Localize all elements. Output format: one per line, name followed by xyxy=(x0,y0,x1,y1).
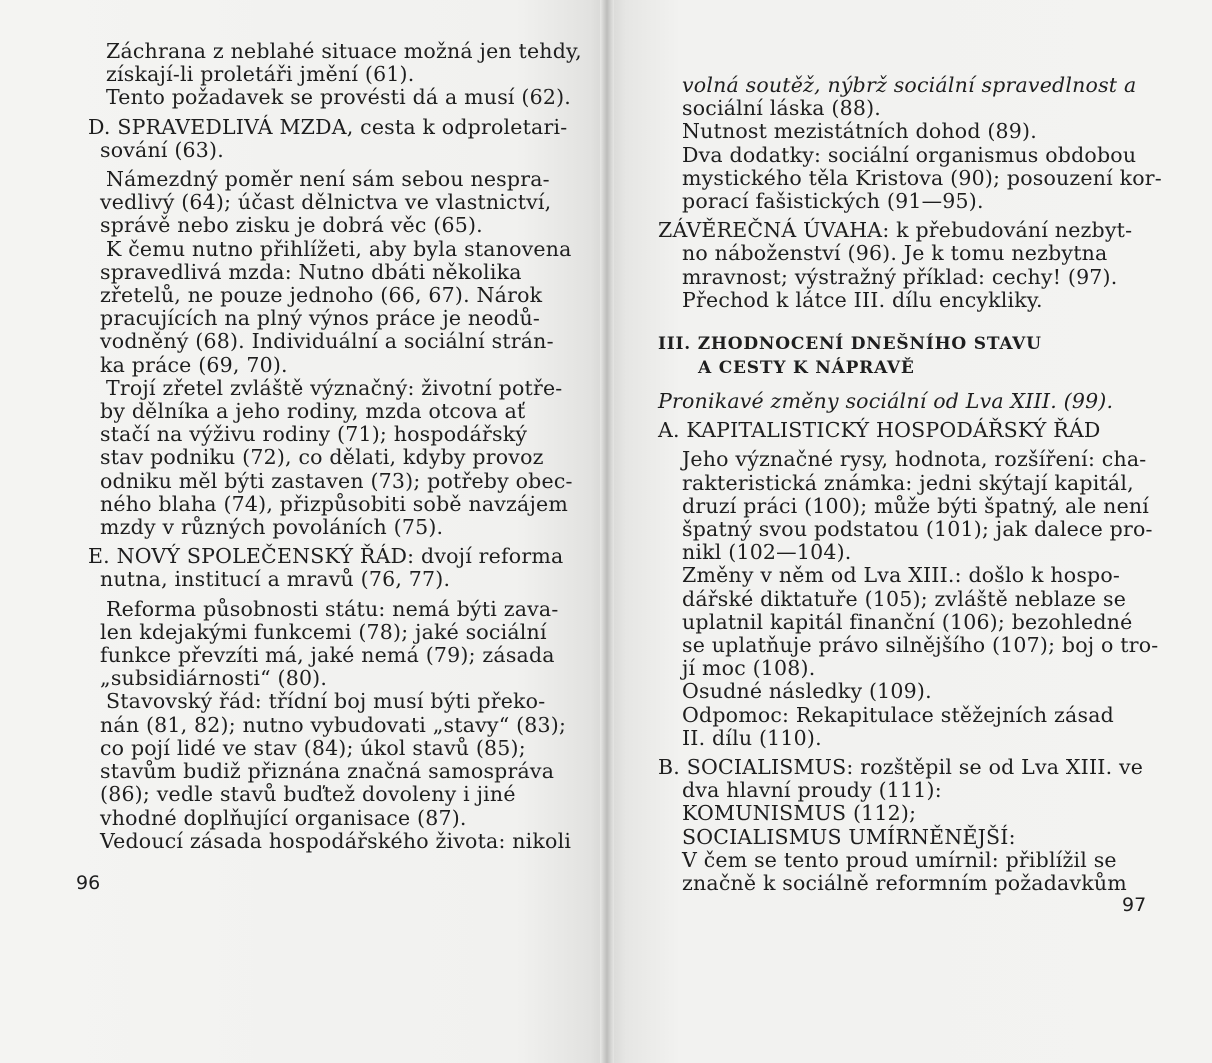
section-heading-d: D. SPRAVEDLIVÁ MZDA, cesta k odproletari- xyxy=(88,114,568,139)
text-line: mystického těla Kristova (90); posouzení kor- xyxy=(682,165,1162,190)
text-line: „subsidiárnosti“ (80). xyxy=(100,666,328,691)
text-line: nutna, institucí a mravů (76, 77). xyxy=(100,567,451,592)
text-line: sociální láska (88). xyxy=(682,96,882,121)
page-number-right: 97 xyxy=(1122,894,1147,916)
text-line: ného blaha (74), přizpůsobiti sobě navzájem xyxy=(100,491,568,516)
text-line: stačí na výživu rodiny (71); hospodářský xyxy=(100,422,528,447)
text-line: Reforma působnosti státu: nemá býti zava- xyxy=(106,596,559,621)
text-line: rakteristická známka: jedni skýtají kapitál, xyxy=(682,470,1134,495)
text-line: se uplatňuje právo silnějšího (107); boj o tro- xyxy=(682,633,1159,658)
text-line: stav podniku (72), co dělati, kdyby provoz xyxy=(100,445,544,470)
text-line: dva hlavní proudy (111): xyxy=(682,778,942,803)
text-line: Vedoucí zásada hospodářského života: nikoli xyxy=(100,828,572,853)
text-line: jí moc (108). xyxy=(682,656,816,681)
text-line: Nutnost mezistátních dohod (89). xyxy=(682,119,1037,144)
book-gutter xyxy=(600,0,614,1063)
text-line: Osudné následky (109). xyxy=(682,679,932,704)
text-line: co pojí lidé ve stav (84); úkol stavů (85); xyxy=(100,735,526,760)
text-line: správě nebo zisku je dobrá věc (65). xyxy=(100,213,483,238)
text-line: ka práce (69, 70). xyxy=(100,352,288,377)
text-line: spravedlivá mzda: Nutno dbáti několika xyxy=(100,259,522,284)
text-line: II. dílu (110). xyxy=(682,725,822,750)
text-line: SOCIALISMUS UMÍRNĚNĚJŠÍ: xyxy=(682,824,1016,849)
text-line: vhodné doplňující organisace (87). xyxy=(100,805,467,830)
text-line: Stavovský řád: třídní boj musí býti překo- xyxy=(106,689,546,714)
text-line: značně k sociálně reformním požadavkům xyxy=(682,871,1127,896)
text-line: Záchrana z neblahé situace možná jen tehdy, xyxy=(106,39,582,63)
text-line: nán (81, 82); nutno vybudovati „stavy“ (83); xyxy=(100,712,567,737)
text-line: stavům budiž přiznána značná samospráva xyxy=(100,759,555,784)
text-line: Změny v něm od Lva XIII.: došlo k hospo- xyxy=(682,563,1121,588)
text-line: K čemu nutno přihlížeti, aby byla stanovena xyxy=(106,236,572,261)
section-heading-conclusion: ZÁVĚREČNÁ ÚVAHA: k přebudování nezbyt- xyxy=(658,218,1133,243)
text-line: nikl (102—104). xyxy=(682,540,852,565)
text-line: vodněný (68). Individuální a sociální strán- xyxy=(100,329,554,354)
text-line: mravnost; výstražný příklad: cechy! (97). xyxy=(682,264,1118,289)
right-page-text xyxy=(658,73,1162,896)
text-line: mzdy v různých povoláních (75). xyxy=(100,515,444,540)
text-line: by dělníka a jeho rodiny, mzda otcova ať xyxy=(100,399,526,424)
text-line: Námezdný poměr není sám sebou nespra- xyxy=(106,167,550,192)
text-line: získají-li proletáři jmění (61). xyxy=(106,62,415,87)
text-line: dářské diktatuře (105); zvláště neblaze se xyxy=(682,586,1127,611)
text-line: Jeho význačné rysy, hodnota, rozšíření: cha- xyxy=(682,447,1147,472)
text-line: (86); vedle stavů buďtež dovoleny i jiné xyxy=(100,782,516,807)
text-line: vedlivý (64); účast dělnictva ve vlastnictví, xyxy=(100,190,552,215)
chapter-heading: III. ZHODNOCENÍ DNEŠNÍHO STAVU xyxy=(658,334,1042,355)
text-line: Trojí zřetel zvláště význačný: životní potře- xyxy=(106,375,563,400)
text-line: špatný svou podstatou (101); jak dalece pro- xyxy=(682,517,1153,542)
text-line: druzí práci (100); může býti špatný, ale není xyxy=(682,493,1150,518)
text-line: Tento požadavek se provésti dá a musí (62). xyxy=(106,85,572,110)
text-line: len kdejakými funkcemi (78); jaké sociální xyxy=(100,619,547,644)
text-line: uplatnil kapitál finanční (106); bezohledné xyxy=(682,609,1133,634)
text-line: Přechod k látce III. dílu encykliky. xyxy=(682,287,1043,312)
text-line: volná soutěž, nýbrž sociální spravedlnost a xyxy=(682,73,1137,97)
text-line: odniku měl býti zastaven (73); potřeby obec- xyxy=(100,468,573,493)
text-line: funkce převzíti má, jaké nemá (79); zásada xyxy=(100,643,555,668)
text-line: zřetelů, ne pouze jednoho (66, 67). Nárok xyxy=(100,283,543,308)
text-line: KOMUNISMUS (112); xyxy=(682,801,917,826)
page-number-left: 96 xyxy=(76,872,101,894)
chapter-heading-cont: A CESTY K NÁPRAVĚ xyxy=(698,358,915,379)
text-line: Odpomoc: Rekapitulace stěžejních zásad xyxy=(682,702,1114,727)
text-line: sování (63). xyxy=(100,137,224,162)
text-line: pracujících na plný výnos práce je neodů- xyxy=(100,306,541,331)
text-line: porací fašistických (91—95). xyxy=(682,189,984,214)
text-line: V čem se tento proud umírnil: přiblížil se xyxy=(682,847,1117,872)
left-page-text xyxy=(88,39,582,853)
text-line: Dva dodatky: sociální organismus obdobou xyxy=(682,142,1137,167)
text-line: Pronikavé změny sociální od Lva XIII. (99). xyxy=(658,389,1114,414)
section-heading-a: A. KAPITALISTICKÝ HOSPODÁŘSKÝ ŘÁD xyxy=(658,418,1101,443)
section-heading-b: B. SOCIALISMUS: rozštěpil se od Lva XIII. ve xyxy=(658,755,1144,780)
text-line: no náboženství (96). Je k tomu nezbytna xyxy=(682,241,1108,266)
section-heading-e: E. NOVÝ SPOLEČENSKÝ ŘÁD: dvojí reforma xyxy=(88,544,564,569)
